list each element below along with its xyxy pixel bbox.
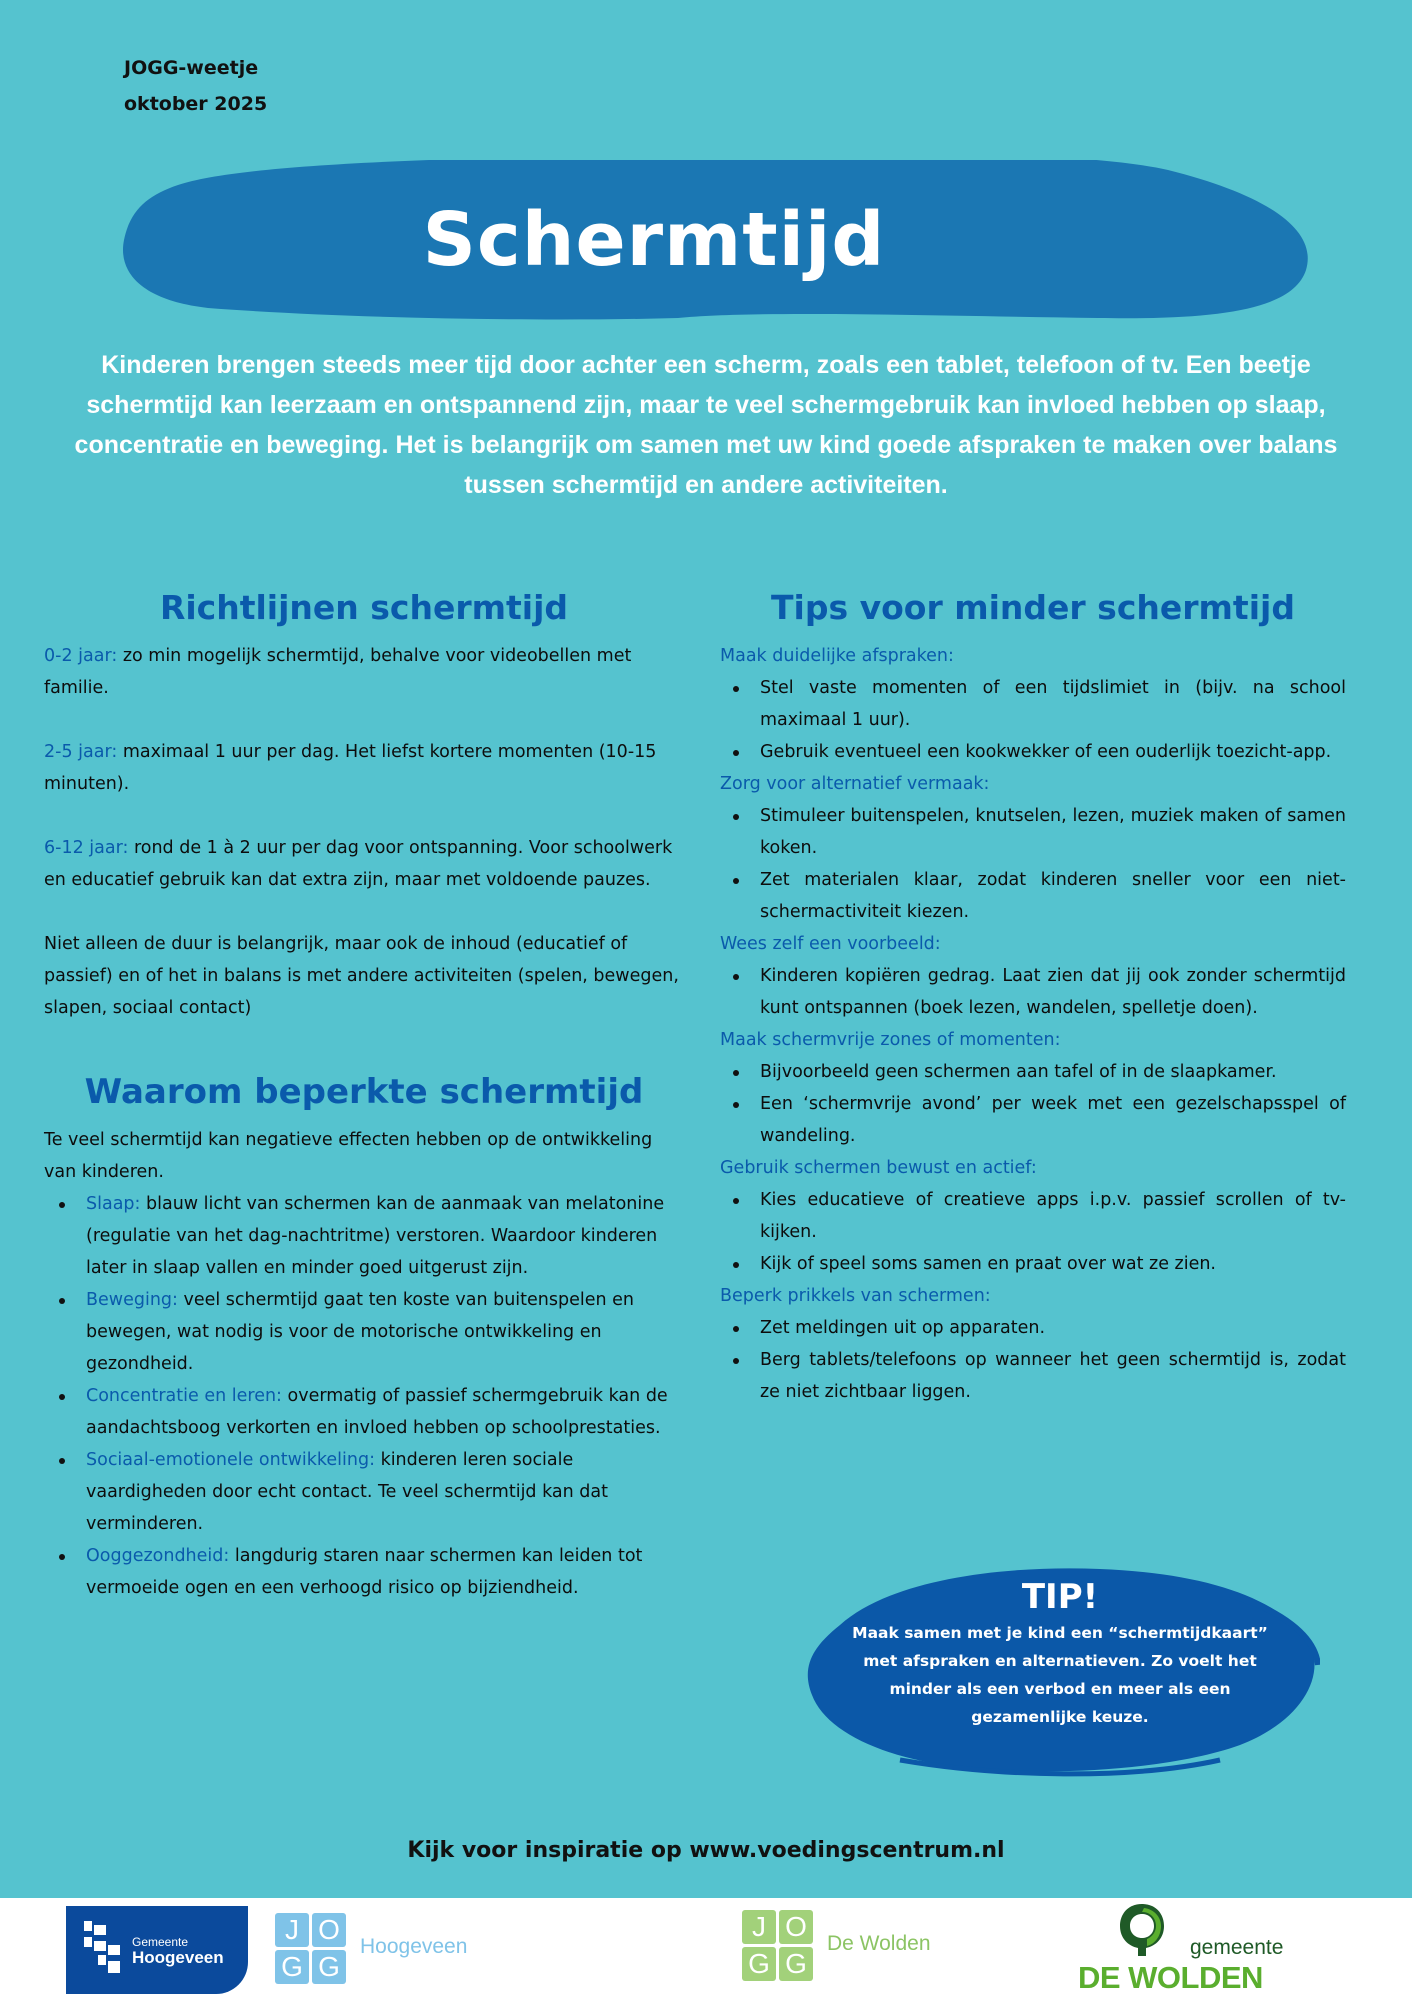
list-item: Gebruik eventueel een kookwekker of een ouderlijk toezicht-app. [760, 736, 1346, 768]
list-item: Een ‘schermvrije avond’ per week met een gezelschapsspel of wandeling. [760, 1088, 1346, 1152]
list-item: Bijvoorbeeld geen schermen aan tafel of in de slaapkamer. [760, 1056, 1346, 1088]
jogg-letter: G [312, 1950, 346, 1984]
newsletter-meta [124, 50, 267, 122]
tip-items [720, 960, 1346, 1024]
guidelines-list [44, 640, 684, 1024]
tip-text: Maak samen met je kind een “schermtijdkaart” met afspraken en alternatieven. Zo voelt het minder als een verbod en meer als een gezamenlijke keuze. [852, 1624, 1268, 1726]
right-column [720, 578, 1346, 1408]
jogg-letter: O [779, 1910, 813, 1944]
inspiration-link-text: Kijk voor inspiratie op www.voedingscentrum.nl [407, 1838, 1005, 1863]
item-text: blauw licht van schermen kan de aanmaak van melatonine (regulatie van het dag-nachtritme) verstoren. Waardoor kinderen later in slaap vallen en minder goed uitgerust zijn. [86, 1194, 665, 1278]
hoogeveen-emblem-icon [84, 1921, 120, 1979]
guideline-note: Niet alleen de duur is belangrijk, maar ook de inhoud (educatief of passief) en of het in balans is met andere activiteiten (spelen, bewegen, slapen, sociaal contact) [44, 934, 679, 1018]
tip-category: Gebruik schermen bewust en actief: [720, 1158, 1037, 1178]
guidelines-title: Richtlijnen schermtijd [159, 588, 569, 627]
tip-content [800, 1575, 1320, 1731]
tip-category: Maak schermvrije zones of momenten: [720, 1030, 1061, 1050]
list-item: Zet materialen klaar, zodat kinderen sneller voor een niet-schermactiviteit kiezen. [760, 864, 1346, 928]
hoogeveen-wordmark [132, 1934, 224, 1966]
list-item: Kijk of speel soms samen en praat over wat ze zien. [760, 1248, 1346, 1280]
tip-heading: TIP! [1021, 1577, 1099, 1617]
series-label: JOGG-weetje [124, 57, 259, 79]
item-text: overmatig of passief schermgebruik kan de aandachtsboog verkorten en invloed hebben op schoolprestaties. [86, 1386, 668, 1438]
left-column [44, 578, 684, 1604]
guideline-text: maximaal 1 uur per dag. Het liefst kortere momenten (10-15 minuten). [44, 742, 657, 794]
list-item: Stimuleer buitenspelen, knutselen, lezen, muziek maken of samen koken. [760, 800, 1346, 864]
logo-gemeente-de-wolden [1078, 1902, 1308, 1996]
guideline-item [44, 736, 684, 800]
list-item: Zet meldingen uit op apparaten. [760, 1312, 1346, 1344]
jogg-letter: O [312, 1913, 346, 1947]
item-text: kinderen leren sociale vaardigheden door echt contact. Te veel schermtijd kan dat verminderen. [86, 1450, 609, 1534]
item-label: Concentratie en leren: [86, 1386, 282, 1406]
list-item [86, 1444, 684, 1540]
jogg-name: Hoogeveen [360, 1934, 468, 1958]
footer-logos [0, 1898, 1412, 2000]
page-title: Schermtijd [422, 197, 886, 283]
jogg-letter: G [275, 1950, 309, 1984]
tip-items [720, 800, 1346, 928]
tip-category: Zorg voor alternatief vermaak: [720, 774, 990, 794]
intro-paragraph: Kinderen brengen steeds meer tijd door achter een scherm, zoals een tablet, telefoon of tv. Een beetje schermtijd kan leerzaam en ontspannend zijn, maar te veel schermgebruik kan invloed hebben op slaap, concentratie en beweging. Het is belangrijk om samen met uw kind goede afspraken te maken over balans tussen schermtijd en andere activiteiten. [74, 351, 1338, 499]
guideline-text: zo min mogelijk schermtijd, behalve voor videobellen met familie. [44, 646, 632, 698]
list-item: Stel vaste momenten of een tijdslimiet in (bijv. na school maximaal 1 uur). [760, 672, 1346, 736]
tip-items [720, 1184, 1346, 1280]
list-item: Berg tablets/telefoons op wanneer het geen schermtijd is, zodat ze niet zichtbaar liggen. [760, 1344, 1346, 1408]
guideline-age: 0-2 jaar: [44, 646, 118, 666]
list-item: Kinderen kopiëren gedrag. Laat zien dat jij ook zonder schermtijd kunt ontspannen (boek lezen, wandelen, spelletje doen). [760, 960, 1346, 1024]
guideline-item [44, 640, 684, 704]
item-label: Slaap: [86, 1194, 141, 1214]
item-label: Sociaal-emotionele ontwikkeling: [86, 1450, 375, 1470]
tip-items [720, 1312, 1346, 1408]
why-intro: Te veel schermtijd kan negatieve effecten hebben op de ontwikkeling van kinderen. [44, 1130, 653, 1182]
jogg-grid-icon [275, 1913, 346, 1984]
tips-title: Tips voor minder schermtijd [771, 588, 1295, 627]
list-item [86, 1188, 684, 1284]
title-banner [118, 160, 1310, 320]
tree-ring-icon [1118, 1902, 1166, 1956]
why-section [44, 1124, 684, 1604]
list-item [86, 1380, 684, 1444]
list-item [86, 1284, 684, 1380]
tips-list [720, 640, 1346, 1408]
tip-items [720, 1056, 1346, 1152]
jogg-name: De Wolden [827, 1931, 931, 1955]
jogg-letter: J [742, 1910, 776, 1944]
tip-items [720, 672, 1346, 768]
item-label: Beweging: [86, 1290, 178, 1310]
why-title: Waarom beperkte schermtijd [84, 1072, 644, 1112]
item-text: langdurig staren naar schermen kan leiden tot vermoeide ogen en een verhoogd risico op bijziendheid. [86, 1546, 643, 1598]
jogg-letter: G [742, 1947, 776, 1981]
jogg-letter: J [275, 1913, 309, 1947]
jogg-letter: G [779, 1947, 813, 1981]
logo-gemeente-hoogeveen [66, 1906, 248, 1994]
tip-callout [800, 1555, 1320, 1785]
item-label: Ooggezondheid: [86, 1546, 230, 1566]
logo-line: DE WOLDEN [1078, 1960, 1263, 1995]
guideline-item [44, 832, 684, 896]
tip-category: Wees zelf een voorbeeld: [720, 934, 941, 954]
issue-date: oktober 2025 [124, 93, 268, 115]
list-item [86, 1540, 684, 1604]
tip-category: Beperk prikkels van schermen: [720, 1286, 991, 1306]
jogg-grid-icon [742, 1910, 813, 1981]
logo-jogg-hoogeveen [275, 1913, 467, 1984]
logo-jogg-dewolden [742, 1910, 931, 1981]
tip-category: Maak duidelijke afspraken: [720, 646, 954, 666]
logo-line: Hoogeveen [132, 1948, 224, 1967]
logo-line: Gemeente [132, 1935, 189, 1949]
why-list [44, 1188, 684, 1604]
item-text: veel schermtijd gaat ten koste van buitenspelen en bewegen, wat nodig is voor de motorische ontwikkeling en gezondheid. [86, 1290, 635, 1374]
guideline-text: rond de 1 à 2 uur per dag voor ontspanning. Voor schoolwerk en educatief gebruik kan dat extra zijn, maar met voldoende pauzes. [44, 838, 673, 890]
logo-line: gemeente [1190, 1936, 1284, 1959]
list-item: Kies educatieve of creatieve apps i.p.v. passief scrollen of tv-kijken. [760, 1184, 1346, 1248]
guideline-age: 6-12 jaar: [44, 838, 129, 858]
guideline-age: 2-5 jaar: [44, 742, 118, 762]
